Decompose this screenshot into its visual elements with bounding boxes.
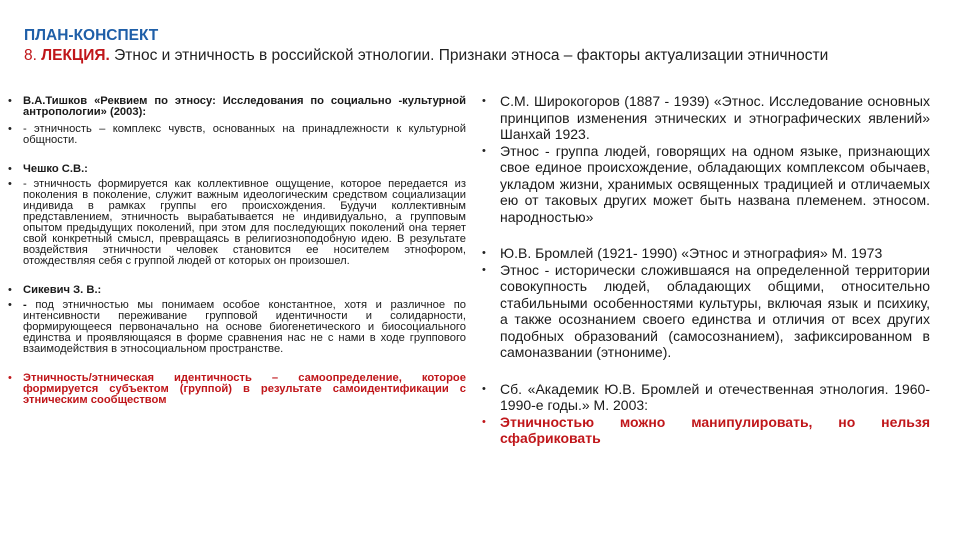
bullet: • [482, 95, 486, 107]
list-item [482, 245, 930, 262]
bullet: • [8, 123, 12, 135]
slide-title [24, 26, 944, 66]
collection-source: Сб. «Академик Ю.В. Бромлей и отечественная этнология. 1960-1990-е годы.» М. 2003: [500, 380, 930, 413]
list-item [8, 285, 466, 296]
sikevich-text: под этничностью мы понимаем особое константное, хотя и различное по интенсивности переживание групповой идентичности и солидарности, формирующееся первоначально на основе биогенетического и биосоциального единства и проявляющаяся в форме сравнения нас не с нами в ходе группового взаимодействия в этносоциальном пространстве. [23, 299, 466, 355]
shirokogorov-source: С.М. Широкогоров (1887 - 1939) «Этнос. Исследование основных принципов изменения этнических и этнографических явлений» Шанхай 1923. [500, 93, 930, 142]
collection-quote: Этничностью можно манипулировать, но нельзя сфабриковать [500, 413, 930, 446]
bullet: • [482, 415, 486, 428]
lecture-label: ЛЕКЦИЯ. [41, 47, 110, 64]
list-item [482, 262, 930, 361]
tishkov-source: В.А.Тишков «Реквием по этносу: Исследования по социально -культурной антропологии» (2003): [23, 95, 466, 118]
bromley-definition: Этнос - исторически сложившаяся на определенной территории совокупность людей, обладающих общими, относительно стабильными особенностями культуры, включая язык и психику, а также осознанием своего единства и отличия от всех других подобных образований (самосознанием), зафиксированном в самоназвании (этнониме). [500, 261, 930, 360]
left-column [8, 96, 466, 406]
sikevich-author: Сикевич З. В.: [23, 284, 102, 296]
lecture-number: 8. [24, 47, 37, 64]
bromley-source: Ю.В. Бромлей (1921- 1990) «Этнос и этнография» М. 1973 [500, 245, 883, 261]
cheshko-text: - этничность формируется как коллективное ощущение, которое передается из поколения в поколение, служит важным идеологическим средством социализации индивида в рамках группы его происхождения. Будучи коллективным представлением, этничность вырабатывается не индивидуально, а групповым опытом предыдущих поколений, при этом для последующих поколений она теряет свой конкретный смысл, превращаясь в религиозноподобную идею. В результате воздействия этничности человек становится ее носителем этнофором, отождествляя себя с группой людей от которых он произошел. [23, 178, 466, 267]
identity-definition: Этничность/этническая идентичность – самоопределение, которое формируется субъектом (группой) в результате самоидентификации с этническим сообществом [23, 372, 466, 406]
sikevich-block [23, 300, 466, 355]
bullet: • [8, 163, 12, 175]
list-item [8, 96, 466, 118]
list-item [8, 124, 466, 146]
bullet: • [8, 178, 12, 190]
list-item [8, 164, 466, 175]
bullet: • [8, 299, 12, 311]
list-item [482, 414, 930, 447]
bullet: • [482, 263, 486, 276]
lecture-title: Этнос и этничность в российской этнологии. Признаки этноса – факторы актуализации этничности [114, 47, 829, 64]
sikevich-dash: - [23, 299, 36, 311]
bullet: • [482, 382, 486, 395]
bullet: • [482, 144, 486, 157]
right-column [482, 93, 930, 447]
list-item [8, 373, 466, 406]
bullet: • [8, 95, 12, 107]
list-item [482, 381, 930, 414]
plan-label: ПЛАН-КОНСПЕКТ [24, 27, 159, 44]
bullet: • [8, 284, 12, 296]
list-item [482, 143, 930, 226]
shirokogorov-definition: Этнос - группа людей, говорящих на одном языке, признающих свое единое происхождение, обладающих комплексом обычаев, укладом жизни, хранимых освященных традицией и отличаемых ею от таковых других может быть названа племенем. этносом. народностью» [500, 142, 930, 225]
list-item [8, 179, 466, 267]
bullet: • [482, 247, 486, 259]
list-item [8, 300, 466, 355]
cheshko-author: Чешко С.В.: [23, 163, 88, 175]
list-item [482, 93, 930, 143]
bullet: • [8, 372, 12, 384]
tishkov-definition: - этничность – комплекс чувств, основанных на принадлежности к культурной общности. [23, 123, 466, 146]
